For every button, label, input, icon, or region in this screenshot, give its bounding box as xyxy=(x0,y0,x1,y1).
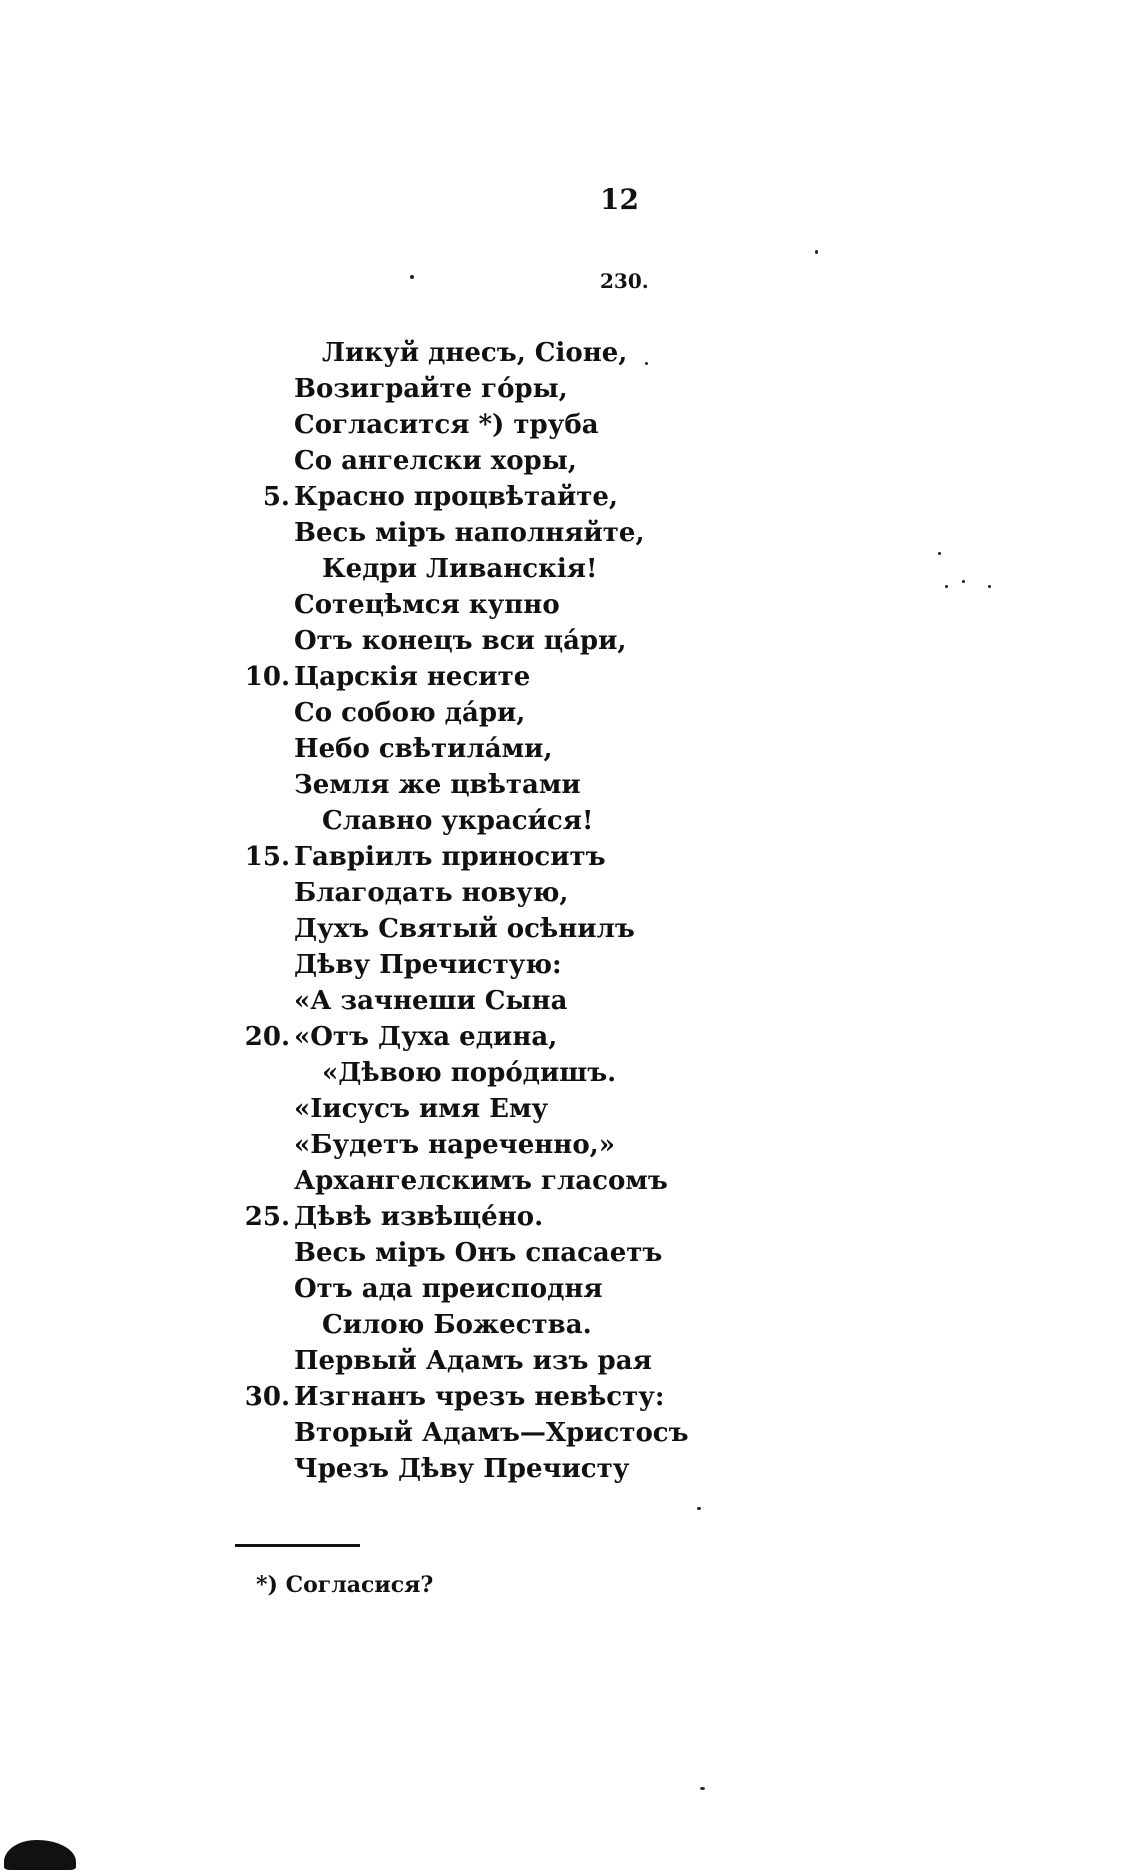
poem-line xyxy=(0,1379,1140,1415)
poem-line xyxy=(0,1091,1140,1127)
line-number: 10. xyxy=(244,662,290,692)
edge-smudge xyxy=(4,1840,76,1870)
line-text: Кедри Ливанскія! xyxy=(322,554,598,584)
line-text: Со собою да́ри, xyxy=(294,698,526,728)
scan-speck xyxy=(645,362,648,365)
poem-line xyxy=(0,1163,1140,1199)
poem-line xyxy=(0,1307,1140,1343)
line-text: Красно процвѣтайте, xyxy=(294,482,618,512)
line-text: Согласится *) труба xyxy=(294,410,599,440)
poem-line xyxy=(0,515,1140,551)
line-text: Отъ конецъ вси ца́ри, xyxy=(294,626,627,656)
poem-line xyxy=(0,443,1140,479)
line-text: Земля же цвѣтами xyxy=(294,770,581,800)
poem-line xyxy=(0,1271,1140,1307)
scan-speck xyxy=(815,250,818,254)
line-text: Архангелскимъ гласомъ xyxy=(294,1166,668,1196)
footnote: *) Согласися? xyxy=(256,1572,434,1598)
line-text: «Будетъ нареченно,» xyxy=(294,1130,615,1160)
poem-lines xyxy=(0,335,1140,1487)
poem-line xyxy=(0,1199,1140,1235)
line-text: Чрезъ Дѣву Пречисту xyxy=(294,1454,630,1484)
footnote-divider xyxy=(235,1544,360,1547)
poem-line xyxy=(0,335,1140,371)
line-text: Ликуй днесъ, Сіоне, xyxy=(322,338,628,368)
line-text: Сотецѣмся купно xyxy=(294,590,560,620)
page-number: 12 xyxy=(600,183,639,216)
line-number: 25. xyxy=(244,1202,290,1232)
line-text: «Іисусъ имя Ему xyxy=(294,1094,549,1124)
scan-speck xyxy=(938,552,941,555)
poem-line xyxy=(0,587,1140,623)
line-text: Вторый Адамъ—Христосъ xyxy=(294,1418,689,1448)
scan-speck xyxy=(962,580,965,583)
line-text: Славно украси́ся! xyxy=(322,806,594,836)
line-text: «Дѣвою поро́дишъ. xyxy=(322,1058,617,1088)
line-number: 15. xyxy=(244,842,290,872)
poem-line xyxy=(0,875,1140,911)
poem-line xyxy=(0,1451,1140,1487)
line-text: «Отъ Духа едина, xyxy=(294,1022,558,1052)
line-text: Царскія несите xyxy=(294,662,531,692)
line-text: Духъ Святый осѣнилъ xyxy=(294,914,635,944)
poem-line xyxy=(0,659,1140,695)
line-number: 30. xyxy=(244,1382,290,1412)
poem-line xyxy=(0,983,1140,1019)
poem-line xyxy=(0,839,1140,875)
line-text: Весь міръ наполняйте, xyxy=(294,518,645,548)
poem-line xyxy=(0,695,1140,731)
scan-speck xyxy=(697,1507,701,1510)
line-number: 5. xyxy=(262,482,290,512)
line-text: Отъ ада преисподня xyxy=(294,1274,603,1304)
poem-line xyxy=(0,1415,1140,1451)
poem-line xyxy=(0,1055,1140,1091)
poem-number: 230. xyxy=(600,269,649,293)
scan-speck xyxy=(410,275,414,279)
poem-line xyxy=(0,551,1140,587)
poem-line xyxy=(0,623,1140,659)
line-number: 20. xyxy=(244,1022,290,1052)
poem-line xyxy=(0,767,1140,803)
scan-speck xyxy=(945,585,948,588)
poem-line xyxy=(0,1019,1140,1055)
poem-line xyxy=(0,947,1140,983)
line-text: Со ангелски хоры, xyxy=(294,446,577,476)
poem-line xyxy=(0,479,1140,515)
scan-speck xyxy=(988,585,991,588)
line-text: Благодать новую, xyxy=(294,878,569,908)
line-text: Силою Божества. xyxy=(322,1310,592,1340)
line-text: «А зачнеши Сына xyxy=(294,986,568,1016)
poem-line xyxy=(0,1127,1140,1163)
poem-line xyxy=(0,1235,1140,1271)
line-text: Первый Адамъ изъ рая xyxy=(294,1346,652,1376)
line-text: Небо свѣтила́ми, xyxy=(294,734,553,764)
poem-line xyxy=(0,407,1140,443)
poem-line xyxy=(0,731,1140,767)
line-text: Гавріилъ приноситъ xyxy=(294,842,606,872)
line-text: Дѣвѣ извѣще́но. xyxy=(294,1202,544,1232)
poem-line xyxy=(0,371,1140,407)
poem-line xyxy=(0,911,1140,947)
line-text: Возиграйте го́ры, xyxy=(294,374,568,404)
poem-line xyxy=(0,1343,1140,1379)
line-text: Изгнанъ чрезъ невѣсту: xyxy=(294,1382,665,1412)
line-text: Дѣву Пречистую: xyxy=(294,950,562,980)
poem-line xyxy=(0,803,1140,839)
scan-speck xyxy=(700,1787,705,1790)
line-text: Весь міръ Онъ спасаетъ xyxy=(294,1238,663,1268)
